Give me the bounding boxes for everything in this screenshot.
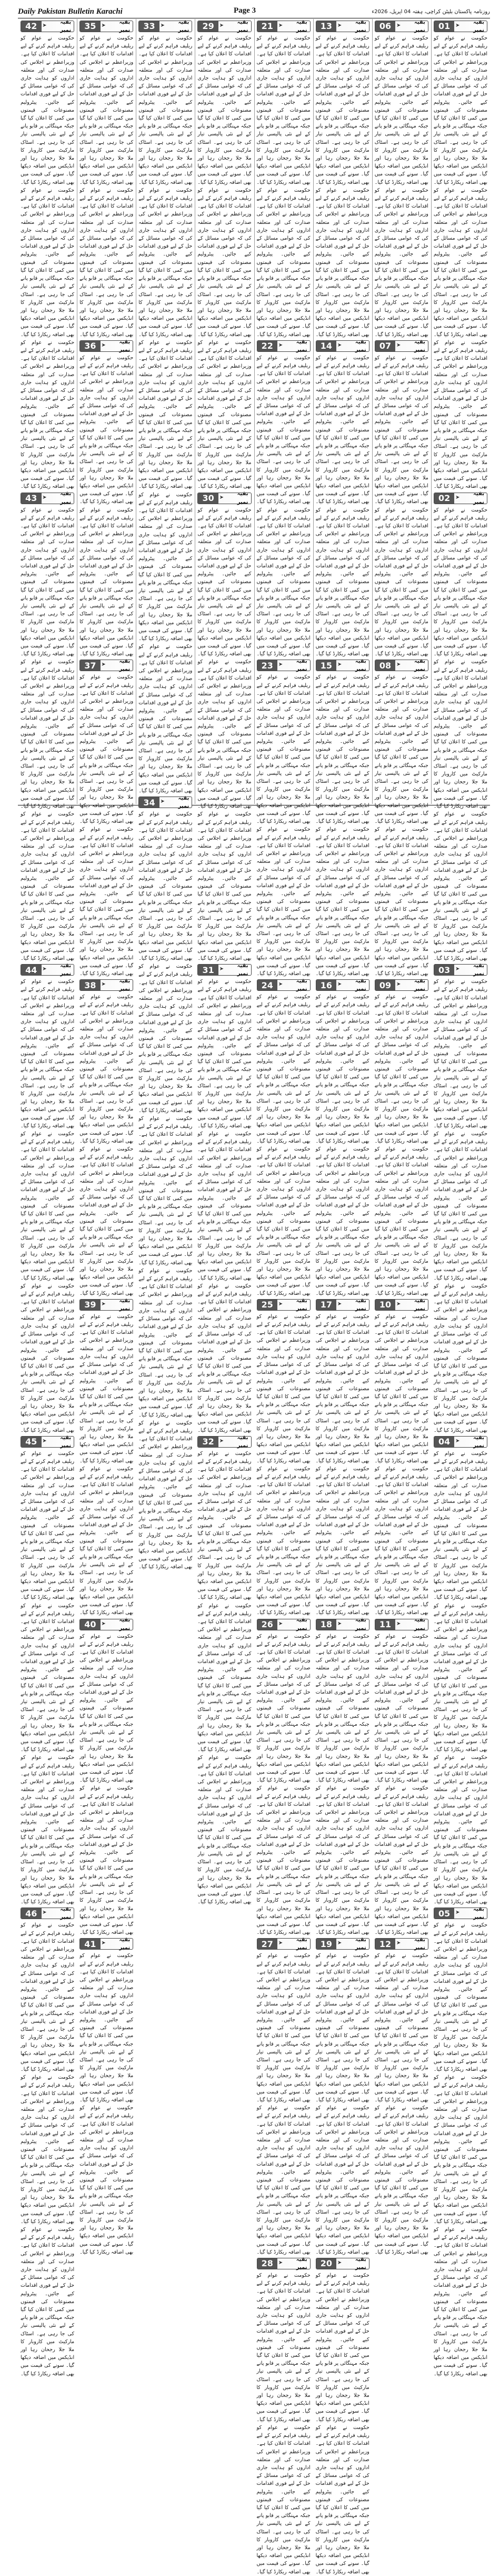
article-text: حکومت نے عوام کو ریلیف فراہم کرنے کے لیے اقدامات کا اعلان کیا ہے۔ وزیراعظم نے اجلاس کی صدارت کی اور متعلقہ اداروں کو ہدایت جاری کی کہ عوامی مسائل کے حل کے لیے فوری اقدامات کیے جائیں۔ پیٹرولیم مصنوعات کی قیمتوں میں کمی کا اعلان کیا گیا جبکہ مہنگائی پر قابو پانے کے لیے نئی پالیسی تیار کی جا رہی ہے۔ اسٹاک مارکیٹ میں کاروبار کا ملا جلا رجحان رہا اور انڈیکس میں اضافہ دیکھا گیا۔ سونے کی قیمت میں بھی اضافہ ریکارڈ کیا گیا۔ حکومت نے عوام کو ریلیف فراہم کرنے کے لیے اقدامات کا اعلان کیا ہے۔ وزیراعظم نے اجلاس کی صدارت کی اور متعلقہ اداروں کو ہدایت جاری کی کہ عوامی مسائل کے حل کے لیے فوری اقدامات کیے جائیں۔ پیٹرولیم مصنوعات کی قیمتوں میں کمی کا اعلان کیا گیا جبکہ مہنگائی پر قابو پانے کے لیے نئی پالیسی تیار کی جا رہی ہے۔ اسٹاک مارکیٹ میں کاروبار کا ملا جلا رجحان رہا اور انڈیکس میں اضافہ دیکھا گیا۔ سونے کی قیمت میں بھی اضافہ ریکارڈ کیا گیا۔ <box>374 1313 428 1616</box>
column-6 <box>137 19 193 1570</box>
continuation-badge <box>197 964 251 976</box>
article-text: حکومت نے عوام کو ریلیف فراہم کرنے کے لیے اقدامات کا اعلان کیا ہے۔ وزیراعظم نے اجلاس کی صدارت کی اور متعلقہ اداروں کو ہدایت جاری کی کہ عوامی مسائل کے حل کے لیے فوری اقدامات کیے جائیں۔ پیٹرولیم مصنوعات کی قیمتوں میں کمی کا اعلان کیا گیا جبکہ مہنگائی پر قابو پانے کے لیے نئی پالیسی تیار کی جا رہی ہے۔ اسٹاک مارکیٹ میں کاروبار کا ملا جلا رجحان رہا اور انڈیکس میں اضافہ دیکھا گیا۔ سونے کی قیمت میں بھی اضافہ ریکارڈ کیا گیا۔ حکومت نے عوام کو ریلیف فراہم کرنے کے لیے اقدامات کا اعلان کیا ہے۔ وزیراعظم نے اجلاس کی صدارت کی اور متعلقہ اداروں کو ہدایت جاری کی کہ عوامی مسائل کے حل کے لیے فوری اقدامات کیے جائیں۔ پیٹرولیم مصنوعات کی قیمتوں میں کمی کا اعلان کیا گیا جبکہ مہنگائی پر قابو پانے کے لیے نئی پالیسی تیار کی جا رہی ہے۔ اسٹاک مارکیٹ میں کاروبار کا ملا جلا رجحان رہا اور انڈیکس میں اضافہ دیکھا گیا۔ سونے کی قیمت میں بھی اضافہ ریکارڈ کیا گیا۔ <box>315 35 369 338</box>
continuation-label: بقیہ نمبر <box>473 19 484 33</box>
continuation-label: بقیہ نمبر <box>355 1937 366 1951</box>
article-text: حکومت نے عوام کو ریلیف فراہم کرنے کے لیے اقدامات کا اعلان کیا ہے۔ وزیراعظم نے اجلاس کی صدارت کی اور متعلقہ اداروں کو ہدایت جاری کی کہ عوامی مسائل کے حل کے لیے فوری اقدامات کیے جائیں۔ پیٹرولیم مصنوعات کی قیمتوں میں کمی کا اعلان کیا گیا جبکہ مہنگائی پر قابو پانے کے لیے نئی پالیسی تیار کی جا رہی ہے۔ اسٹاک مارکیٹ میں کاروبار کا ملا جلا رجحان رہا اور انڈیکس میں اضافہ دیکھا گیا۔ سونے کی قیمت میں بھی اضافہ ریکارڈ کیا گیا۔ حکومت نے عوام کو ریلیف فراہم کرنے کے لیے اقدامات کا اعلان کیا ہے۔ وزیراعظم نے اجلاس کی صدارت کی اور متعلقہ اداروں کو ہدایت جاری کی کہ عوامی مسائل کے حل کے لیے فوری اقدامات کیے جائیں۔ پیٹرولیم مصنوعات کی قیمتوں میں کمی کا اعلان کیا گیا جبکہ مہنگائی پر قابو پانے کے لیے نئی پالیسی تیار کی جا رہی ہے۔ اسٹاک مارکیٹ میں کاروبار کا ملا جلا رجحان رہا اور انڈیکس میں اضافہ دیکھا گیا۔ سونے کی قیمت میں بھی اضافہ ریکارڈ کیا گیا۔ <box>79 1953 134 2255</box>
continuation-number: 07 <box>375 341 396 351</box>
continuation-label: بقیہ نمبر <box>60 491 72 505</box>
continuation-badge <box>257 1938 311 1950</box>
continuation-badge <box>21 21 74 32</box>
continuation-badge <box>21 964 74 976</box>
continuation-label: بقیہ نمبر <box>414 1937 425 1951</box>
continuation-label: بقیہ نمبر <box>355 658 366 673</box>
continuation-number: 29 <box>198 21 218 32</box>
continuation-label: بقیہ نمبر <box>237 491 248 505</box>
article-text: حکومت نے عوام کو ریلیف فراہم کرنے کے لیے اقدامات کا اعلان کیا ہے۔ وزیراعظم نے اجلاس کی صدارت کی اور متعلقہ اداروں کو ہدایت جاری کی کہ عوامی مسائل کے حل کے لیے فوری اقدامات کیے جائیں۔ پیٹرولیم مصنوعات کی قیمتوں میں کمی کا اعلان کیا گیا جبکہ مہنگائی پر قابو پانے کے لیے نئی پالیسی تیار کی جا رہی ہے۔ اسٹاک مارکیٹ میں کاروبار کا ملا جلا رجحان رہا اور انڈیکس میں اضافہ دیکھا گیا۔ سونے کی قیمت میں بھی اضافہ ریکارڈ کیا گیا۔ حکومت نے عوام کو ریلیف فراہم کرنے کے لیے اقدامات کا اعلان کیا ہے۔ وزیراعظم نے اجلاس کی صدارت کی اور متعلقہ اداروں کو ہدایت جاری کی کہ عوامی مسائل کے حل کے لیے فوری اقدامات کیے جائیں۔ پیٹرولیم مصنوعات کی قیمتوں میں کمی کا اعلان کیا گیا جبکہ مہنگائی پر قابو پانے کے لیے نئی پالیسی تیار کی جا رہی ہے۔ اسٹاک مارکیٹ میں کاروبار کا ملا جلا رجحان رہا اور انڈیکس میں اضافہ دیکھا گیا۔ سونے کی قیمت میں بھی اضافہ ریکارڈ کیا گیا۔ حکومت نے عوام کو ریلیف فراہم کرنے کے لیے اقدامات کا اعلان کیا ہے۔ وزیراعظم نے اجلاس کی صدارت کی اور متعلقہ اداروں کو ہدایت جاری کی کہ عوامی مسائل کے حل کے لیے فوری اقدامات کیے جائیں۔ پیٹرولیم مصنوعات کی قیمتوں میں کمی کا اعلان کیا گیا جبکہ مہنگائی پر قابو پانے کے لیے نئی پالیسی تیار کی جا رہی ہے۔ اسٹاک مارکیٹ میں کاروبار کا ملا جلا رجحان رہا اور انڈیکس میں اضافہ دیکھا گیا۔ سونے کی قیمت میں بھی اضافہ ریکارڈ کیا گیا۔ حکومت نے عوام کو ریلیف فراہم کرنے کے لیے اقدامات کا اعلان کیا ہے۔ وزیراعظم نے اجلاس کی صدارت کی اور متعلقہ اداروں کو ہدایت جاری کی کہ عوامی مسائل کے حل کے لیے فوری اقدامات کیے جائیں۔ پیٹرولیم مصنوعات کی قیمتوں میں کمی کا اعلان کیا گیا جبکہ مہنگائی پر قابو پانے کے لیے نئی پالیسی تیار کی جا رہی ہے۔ اسٹاک مارکیٹ میں کاروبار کا ملا جلا رجحان رہا اور انڈیکس میں اضافہ دیکھا گیا۔ سونے کی قیمت میں بھی اضافہ ریکارڈ کیا گیا۔ حکومت نے عوام کو ریلیف فراہم کرنے کے لیے اقدامات کا اعلان کیا ہے۔ وزیراعظم نے اجلاس کی صدارت کی اور متعلقہ اداروں کو ہدایت جاری کی کہ عوامی مسائل کے حل کے لیے فوری اقدامات کیے جائیں۔ پیٹرولیم مصنوعات کی قیمتوں میں کمی کا اعلان کیا گیا جبکہ مہنگائی پر قابو پانے کے لیے نئی پالیسی تیار کی جا رہی ہے۔ اسٹاک مارکیٹ میں کاروبار کا ملا جلا رجحان رہا اور انڈیکس میں اضافہ دیکھا گیا۔ سونے کی قیمت میں بھی اضافہ ریکارڈ کیا گیا۔ <box>138 35 193 794</box>
continuation-badge <box>316 1299 369 1311</box>
article-text: حکومت نے عوام کو ریلیف فراہم کرنے کے لیے اقدامات کا اعلان کیا ہے۔ وزیراعظم نے اجلاس کی صدارت کی اور متعلقہ اداروں کو ہدایت جاری کی کہ عوامی مسائل کے حل کے لیے فوری اقدامات کیے جائیں۔ پیٹرولیم مصنوعات کی قیمتوں میں کمی کا اعلان کیا گیا جبکہ مہنگائی پر قابو پانے کے لیے نئی پالیسی تیار کی جا رہی ہے۔ اسٹاک مارکیٹ میں کاروبار کا ملا جلا رجحان رہا اور انڈیکس میں اضافہ دیکھا گیا۔ سونے کی قیمت میں بھی اضافہ ریکارڈ کیا گیا۔ حکومت نے عوام کو ریلیف فراہم کرنے کے لیے اقدامات کا اعلان کیا ہے۔ وزیراعظم نے اجلاس کی صدارت کی اور متعلقہ اداروں کو ہدایت جاری کی کہ عوامی مسائل کے حل کے لیے فوری اقدامات کیے جائیں۔ پیٹرولیم مصنوعات کی قیمتوں میں کمی کا اعلان کیا گیا جبکہ مہنگائی پر قابو پانے کے لیے نئی پالیسی تیار کی جا رہی ہے۔ اسٹاک مارکیٹ میں کاروبار کا ملا جلا رجحان رہا اور انڈیکس میں اضافہ دیکھا گیا۔ سونے کی قیمت میں بھی اضافہ ریکارڈ کیا گیا۔ <box>315 355 369 657</box>
continuation-label: بقیہ نمبر <box>414 19 425 33</box>
continuation-label: بقیہ نمبر <box>414 1297 425 1312</box>
column-2 <box>374 19 429 2255</box>
continuation-label: بقیہ نمبر <box>355 1297 366 1312</box>
continuation-number: 06 <box>375 21 396 32</box>
continuation-number: 41 <box>80 1939 101 1949</box>
continuation-number: 19 <box>316 1939 337 1949</box>
continuation-number: 45 <box>21 1437 42 1447</box>
continuation-number: 35 <box>80 21 101 32</box>
article-text: حکومت نے عوام کو ریلیف فراہم کرنے کے لیے اقدامات کا اعلان کیا ہے۔ وزیراعظم نے اجلاس کی صدارت کی اور متعلقہ اداروں کو ہدایت جاری کی کہ عوامی مسائل کے حل کے لیے فوری اقدامات کیے جائیں۔ پیٹرولیم مصنوعات کی قیمتوں میں کمی کا اعلان کیا گیا جبکہ مہنگائی پر قابو پانے کے لیے نئی پالیسی تیار کی جا رہی ہے۔ اسٹاک مارکیٹ میں کاروبار کا ملا جلا رجحان رہا اور انڈیکس میں اضافہ دیکھا گیا۔ سونے کی قیمت میں بھی اضافہ ریکارڈ کیا گیا۔ حکومت نے عوام کو ریلیف فراہم کرنے کے لیے اقدامات کا اعلان کیا ہے۔ وزیراعظم نے اجلاس کی صدارت کی اور متعلقہ اداروں کو ہدایت جاری کی کہ عوامی مسائل کے حل کے لیے فوری اقدامات کیے جائیں۔ پیٹرولیم مصنوعات کی قیمتوں میں کمی کا اعلان کیا گیا جبکہ مہنگائی پر قابو پانے کے لیے نئی پالیسی تیار کی جا رہی ہے۔ اسٹاک مارکیٹ میں کاروبار کا ملا جلا رجحان رہا اور انڈیکس میں اضافہ دیکھا گیا۔ سونے کی قیمت میں بھی اضافہ ریکارڈ کیا گیا۔ <box>79 1313 134 1616</box>
continuation-badge <box>375 1619 428 1630</box>
article-text: حکومت نے عوام کو ریلیف فراہم کرنے کے لیے اقدامات کا اعلان کیا ہے۔ وزیراعظم نے اجلاس کی صدارت کی اور متعلقہ اداروں کو ہدایت جاری کی کہ عوامی مسائل کے حل کے لیے فوری اقدامات کیے جائیں۔ پیٹرولیم مصنوعات کی قیمتوں میں کمی کا اعلان کیا گیا جبکہ مہنگائی پر قابو پانے کے لیے نئی پالیسی تیار کی جا رہی ہے۔ اسٹاک مارکیٹ میں کاروبار کا ملا جلا رجحان رہا اور انڈیکس میں اضافہ دیکھا گیا۔ سونے کی قیمت میں بھی اضافہ ریکارڈ کیا گیا۔ حکومت نے عوام کو ریلیف فراہم کرنے کے لیے اقدامات کا اعلان کیا ہے۔ وزیراعظم نے اجلاس کی صدارت کی اور متعلقہ اداروں کو ہدایت جاری کی کہ عوامی مسائل کے حل کے لیے فوری اقدامات کیے جائیں۔ پیٹرولیم مصنوعات کی قیمتوں میں کمی کا اعلان کیا گیا جبکہ مہنگائی پر قابو پانے کے لیے نئی پالیسی تیار کی جا رہی ہے۔ اسٹاک مارکیٹ میں کاروبار کا ملا جلا رجحان رہا اور انڈیکس میں اضافہ دیکھا گیا۔ سونے کی قیمت میں بھی اضافہ ریکارڈ کیا گیا۔ <box>315 674 369 977</box>
continuation-badge <box>257 21 311 32</box>
article-text: حکومت نے عوام کو ریلیف فراہم کرنے کے لیے اقدامات کا اعلان کیا ہے۔ وزیراعظم نے اجلاس کی صدارت کی اور متعلقہ اداروں کو ہدایت جاری کی کہ عوامی مسائل کے حل کے لیے فوری اقدامات کیے جائیں۔ پیٹرولیم مصنوعات کی قیمتوں میں کمی کا اعلان کیا گیا جبکہ مہنگائی پر قابو پانے کے لیے نئی پالیسی تیار کی جا رہی ہے۔ اسٹاک مارکیٹ میں کاروبار کا ملا جلا رجحان رہا اور انڈیکس میں اضافہ دیکھا گیا۔ سونے کی قیمت میں بھی اضافہ ریکارڈ کیا گیا۔ حکومت نے عوام کو ریلیف فراہم کرنے کے لیے اقدامات کا اعلان کیا ہے۔ وزیراعظم نے اجلاس کی صدارت کی اور متعلقہ اداروں کو ہدایت جاری کی کہ عوامی مسائل کے حل کے لیے فوری اقدامات کیے جائیں۔ پیٹرولیم مصنوعات کی قیمتوں میں کمی کا اعلان کیا گیا جبکہ مہنگائی پر قابو پانے کے لیے نئی پالیسی تیار کی جا رہی ہے۔ اسٹاک مارکیٹ میں کاروبار کا ملا جلا رجحان رہا اور انڈیکس میں اضافہ دیکھا گیا۔ سونے کی قیمت میں بھی اضافہ ریکارڈ کیا گیا۔ حکومت نے عوام کو ریلیف فراہم کرنے کے لیے اقدامات کا اعلان کیا ہے۔ وزیراعظم نے اجلاس کی صدارت کی اور متعلقہ اداروں کو ہدایت جاری کی کہ عوامی مسائل کے حل کے لیے فوری اقدامات کیے جائیں۔ پیٹرولیم مصنوعات کی قیمتوں میں کمی کا اعلان کیا گیا جبکہ مہنگائی پر قابو پانے کے لیے نئی پالیسی تیار کی جا رہی ہے۔ اسٹاک مارکیٹ میں کاروبار کا ملا جلا رجحان رہا اور انڈیکس میں اضافہ دیکھا گیا۔ سونے کی قیمت میں بھی اضافہ ریکارڈ کیا گیا۔ <box>433 35 487 490</box>
continuation-label: بقیہ نمبر <box>178 795 189 810</box>
continuation-badge <box>257 660 311 671</box>
continuation-label: بقیہ نمبر <box>296 1297 307 1312</box>
continuation-badge <box>79 1619 133 1630</box>
article-text: حکومت نے عوام کو ریلیف فراہم کرنے کے لیے اقدامات کا اعلان کیا ہے۔ وزیراعظم نے اجلاس کی صدارت کی اور متعلقہ اداروں کو ہدایت جاری کی کہ عوامی مسائل کے حل کے لیے فوری اقدامات کیے جائیں۔ پیٹرولیم مصنوعات کی قیمتوں میں کمی کا اعلان کیا گیا جبکہ مہنگائی پر قابو پانے کے لیے نئی پالیسی تیار کی جا رہی ہے۔ اسٹاک مارکیٹ میں کاروبار کا ملا جلا رجحان رہا اور انڈیکس میں اضافہ دیکھا گیا۔ سونے کی قیمت میں بھی اضافہ ریکارڈ کیا گیا۔ حکومت نے عوام کو ریلیف فراہم کرنے کے لیے اقدامات کا اعلان کیا ہے۔ وزیراعظم نے اجلاس کی صدارت کی اور متعلقہ اداروں کو ہدایت جاری کی کہ عوامی مسائل کے حل کے لیے فوری اقدامات کیے جائیں۔ پیٹرولیم مصنوعات کی قیمتوں میں کمی کا اعلان کیا گیا جبکہ مہنگائی پر قابو پانے کے لیے نئی پالیسی تیار کی جا رہی ہے۔ اسٹاک مارکیٹ میں کاروبار کا ملا جلا رجحان رہا اور انڈیکس میں اضافہ دیکھا گیا۔ سونے کی قیمت میں بھی اضافہ ریکارڈ کیا گیا۔ حکومت نے عوام کو ریلیف فراہم کرنے کے لیے اقدامات کا اعلان کیا ہے۔ وزیراعظم نے اجلاس کی صدارت کی اور متعلقہ اداروں کو ہدایت جاری کی کہ عوامی مسائل کے حل کے لیے فوری اقدامات کیے جائیں۔ پیٹرولیم مصنوعات کی قیمتوں میں کمی کا اعلان کیا گیا جبکہ مہنگائی پر قابو پانے کے لیے نئی پالیسی تیار کی جا رہی ہے۔ اسٹاک مارکیٹ میں کاروبار کا ملا جلا رجحان رہا اور انڈیکس میں اضافہ دیکھا گیا۔ سونے کی قیمت میں بھی اضافہ ریکارڈ کیا گیا۔ حکومت نے عوام کو ریلیف فراہم کرنے کے لیے اقدامات کا اعلان کیا ہے۔ وزیراعظم نے اجلاس کی صدارت کی اور متعلقہ اداروں کو ہدایت جاری کی کہ عوامی مسائل کے حل کے لیے فوری اقدامات کیے جائیں۔ پیٹرولیم مصنوعات کی قیمتوں میں کمی کا اعلان کیا گیا جبکہ مہنگائی پر قابو پانے کے لیے نئی پالیسی تیار کی جا رہی ہے۔ اسٹاک مارکیٹ میں کاروبار کا ملا جلا رجحان رہا اور انڈیکس میں اضافہ دیکھا گیا۔ سونے کی قیمت میں بھی اضافہ ریکارڈ کیا گیا۔ حکومت نے عوام کو ریلیف فراہم کرنے کے لیے اقدامات کا اعلان کیا ہے۔ وزیراعظم نے اجلاس کی صدارت کی اور متعلقہ اداروں کو ہدایت جاری کی کہ عوامی مسائل کے حل کے لیے فوری اقدامات کیے جائیں۔ پیٹرولیم مصنوعات کی قیمتوں میں کمی کا اعلان کیا گیا جبکہ مہنگائی پر قابو پانے کے لیے نئی پالیسی تیار کی جا رہی ہے۔ اسٹاک مارکیٹ میں کاروبار کا ملا جلا رجحان رہا اور انڈیکس میں اضافہ دیکھا گیا۔ سونے کی قیمت میں بھی اضافہ ریکارڈ کیا گیا۔ <box>138 811 193 1570</box>
continuation-label: بقیہ نمبر <box>414 339 425 353</box>
continuation-number: 16 <box>316 980 337 990</box>
article-text: حکومت نے عوام کو ریلیف فراہم کرنے کے لیے اقدامات کا اعلان کیا ہے۔ وزیراعظم نے اجلاس کی صدارت کی اور متعلقہ اداروں کو ہدایت جاری کی کہ عوامی مسائل کے حل کے لیے فوری اقدامات کیے جائیں۔ پیٹرولیم مصنوعات کی قیمتوں میں کمی کا اعلان کیا گیا جبکہ مہنگائی پر قابو پانے کے لیے نئی پالیسی تیار کی جا رہی ہے۔ اسٹاک مارکیٹ میں کاروبار کا ملا جلا رجحان رہا اور انڈیکس میں اضافہ دیکھا گیا۔ سونے کی قیمت میں بھی اضافہ ریکارڈ کیا گیا۔ حکومت نے عوام کو ریلیف فراہم کرنے کے لیے اقدامات کا اعلان کیا ہے۔ وزیراعظم نے اجلاس کی صدارت کی اور متعلقہ اداروں کو ہدایت جاری کی کہ عوامی مسائل کے حل کے لیے فوری اقدامات کیے جائیں۔ پیٹرولیم مصنوعات کی قیمتوں میں کمی کا اعلان کیا گیا جبکہ مہنگائی پر قابو پانے کے لیے نئی پالیسی تیار کی جا رہی ہے۔ اسٹاک مارکیٹ میں کاروبار کا ملا جلا رجحان رہا اور انڈیکس میں اضافہ دیکھا گیا۔ سونے کی قیمت میں بھی اضافہ ریکارڈ کیا گیا۔ حکومت نے عوام کو ریلیف فراہم کرنے کے لیے اقدامات کا اعلان کیا ہے۔ وزیراعظم نے اجلاس کی صدارت کی اور متعلقہ اداروں کو ہدایت جاری کی کہ عوامی مسائل کے حل کے لیے فوری اقدامات کیے جائیں۔ پیٹرولیم مصنوعات کی قیمتوں میں کمی کا اعلان کیا گیا جبکہ مہنگائی پر قابو پانے کے لیے نئی پالیسی تیار کی جا رہی ہے۔ اسٹاک مارکیٹ میں کاروبار کا ملا جلا رجحان رہا اور انڈیکس میں اضافہ دیکھا گیا۔ سونے کی قیمت میں بھی اضافہ ریکارڈ کیا گیا۔ <box>433 1922 487 2377</box>
continuation-badge <box>316 660 369 671</box>
continuation-number: 22 <box>257 341 278 351</box>
continuation-badge <box>21 1436 74 1448</box>
masthead-title-english: Daily Pakistan Bulletin Karachi <box>18 7 123 16</box>
continuation-badge <box>257 1299 311 1311</box>
continuation-badge <box>138 797 192 808</box>
continuation-badge <box>79 979 133 991</box>
article-text: حکومت نے عوام کو ریلیف فراہم کرنے کے لیے اقدامات کا اعلان کیا ہے۔ وزیراعظم نے اجلاس کی صدارت کی اور متعلقہ اداروں کو ہدایت جاری کی کہ عوامی مسائل کے حل کے لیے فوری اقدامات کیے جائیں۔ پیٹرولیم مصنوعات کی قیمتوں میں کمی کا اعلان کیا گیا جبکہ مہنگائی پر قابو پانے کے لیے نئی پالیسی تیار کی جا رہی ہے۔ اسٹاک مارکیٹ میں کاروبار کا ملا جلا رجحان رہا اور انڈیکس میں اضافہ دیکھا گیا۔ سونے کی قیمت میں بھی اضافہ ریکارڈ کیا گیا۔ حکومت نے عوام کو ریلیف فراہم کرنے کے لیے اقدامات کا اعلان کیا ہے۔ وزیراعظم نے اجلاس کی صدارت کی اور متعلقہ اداروں کو ہدایت جاری کی کہ عوامی مسائل کے حل کے لیے فوری اقدامات کیے جائیں۔ پیٹرولیم مصنوعات کی قیمتوں میں کمی کا اعلان کیا گیا جبکہ مہنگائی پر قابو پانے کے لیے نئی پالیسی تیار کی جا رہی ہے۔ اسٹاک مارکیٹ میں کاروبار کا ملا جلا رجحان رہا اور انڈیکس میں اضافہ دیکھا گیا۔ سونے کی قیمت میں بھی اضافہ ریکارڈ کیا گیا۔ حکومت نے عوام کو ریلیف فراہم کرنے کے لیے اقدامات کا اعلان کیا ہے۔ وزیراعظم نے اجلاس کی صدارت کی اور متعلقہ اداروں کو ہدایت جاری کی کہ عوامی مسائل کے حل کے لیے فوری اقدامات کیے جائیں۔ پیٹرولیم مصنوعات کی قیمتوں میں کمی کا اعلان کیا گیا جبکہ مہنگائی پر قابو پانے کے لیے نئی پالیسی تیار کی جا رہی ہے۔ اسٹاک مارکیٹ میں کاروبار کا ملا جلا رجحان رہا اور انڈیکس میں اضافہ دیکھا گیا۔ سونے کی قیمت میں بھی اضافہ ریکارڈ کیا گیا۔ <box>21 1450 75 1905</box>
continuation-label: بقیہ نمبر <box>119 658 131 673</box>
column-1 <box>433 19 488 2377</box>
continuation-number: 37 <box>80 660 101 671</box>
continuation-label: بقیہ نمبر <box>119 19 131 33</box>
article-text: حکومت نے عوام کو ریلیف فراہم کرنے کے لیے اقدامات کا اعلان کیا ہے۔ وزیراعظم نے اجلاس کی صدارت کی اور متعلقہ اداروں کو ہدایت جاری کی کہ عوامی مسائل کے حل کے لیے فوری اقدامات کیے جائیں۔ پیٹرولیم مصنوعات کی قیمتوں میں کمی کا اعلان کیا گیا جبکہ مہنگائی پر قابو پانے کے لیے نئی پالیسی تیار کی جا رہی ہے۔ اسٹاک مارکیٹ میں کاروبار کا ملا جلا رجحان رہا اور انڈیکس میں اضافہ دیکھا گیا۔ سونے کی قیمت میں بھی اضافہ ریکارڈ کیا گیا۔ حکومت نے عوام کو ریلیف فراہم کرنے کے لیے اقدامات کا اعلان کیا ہے۔ وزیراعظم نے اجلاس کی صدارت کی اور متعلقہ اداروں کو ہدایت جاری کی کہ عوامی مسائل کے حل کے لیے فوری اقدامات کیے جائیں۔ پیٹرولیم مصنوعات کی قیمتوں میں کمی کا اعلان کیا گیا جبکہ مہنگائی پر قابو پانے کے لیے نئی پالیسی تیار کی جا رہی ہے۔ اسٹاک مارکیٹ میں کاروبار کا ملا جلا رجحان رہا اور انڈیکس میں اضافہ دیکھا گیا۔ سونے کی قیمت میں بھی اضافہ ریکارڈ کیا گیا۔ <box>374 355 428 657</box>
continuation-number: 15 <box>316 660 337 671</box>
continuation-number: 11 <box>375 1619 396 1630</box>
article-text: حکومت نے عوام کو ریلیف فراہم کرنے کے لیے اقدامات کا اعلان کیا ہے۔ وزیراعظم نے اجلاس کی صدارت کی اور متعلقہ اداروں کو ہدایت جاری کی کہ عوامی مسائل کے حل کے لیے فوری اقدامات کیے جائیں۔ پیٹرولیم مصنوعات کی قیمتوں میں کمی کا اعلان کیا گیا جبکہ مہنگائی پر قابو پانے کے لیے نئی پالیسی تیار کی جا رہی ہے۔ اسٹاک مارکیٹ میں کاروبار کا ملا جلا رجحان رہا اور انڈیکس میں اضافہ دیکھا گیا۔ سونے کی قیمت میں بھی اضافہ ریکارڈ کیا گیا۔ حکومت نے عوام کو ریلیف فراہم کرنے کے لیے اقدامات کا اعلان کیا ہے۔ وزیراعظم نے اجلاس کی صدارت کی اور متعلقہ اداروں کو ہدایت جاری کی کہ عوامی مسائل کے حل کے لیے فوری اقدامات کیے جائیں۔ پیٹرولیم مصنوعات کی قیمتوں میں کمی کا اعلان کیا گیا جبکہ مہنگائی پر قابو پانے کے لیے نئی پالیسی تیار کی جا رہی ہے۔ اسٹاک مارکیٹ میں کاروبار کا ملا جلا رجحان رہا اور انڈیکس میں اضافہ دیکھا گیا۔ سونے کی قیمت میں بھی اضافہ ریکارڈ کیا گیا۔ حکومت نے عوام کو ریلیف فراہم کرنے کے لیے اقدامات کا اعلان کیا ہے۔ وزیراعظم نے اجلاس کی صدارت کی اور متعلقہ اداروں کو ہدایت جاری کی کہ عوامی مسائل کے حل کے لیے فوری اقدامات کیے جائیں۔ پیٹرولیم مصنوعات کی قیمتوں میں کمی کا اعلان کیا گیا جبکہ مہنگائی پر قابو پانے کے لیے نئی پالیسی تیار کی جا رہی ہے۔ اسٹاک مارکیٹ میں کاروبار کا ملا جلا رجحان رہا اور انڈیکس میں اضافہ دیکھا گیا۔ سونے کی قیمت میں بھی اضافہ ریکارڈ کیا گیا۔ <box>21 979 75 1433</box>
continuation-badge <box>197 1436 251 1448</box>
continuation-label: بقیہ نمبر <box>178 19 189 33</box>
continuation-label: بقیہ نمبر <box>414 658 425 673</box>
article-text: حکومت نے عوام کو ریلیف فراہم کرنے کے لیے اقدامات کا اعلان کیا ہے۔ وزیراعظم نے اجلاس کی صدارت کی اور متعلقہ اداروں کو ہدایت جاری کی کہ عوامی مسائل کے حل کے لیے فوری اقدامات کیے جائیں۔ پیٹرولیم مصنوعات کی قیمتوں میں کمی کا اعلان کیا گیا جبکہ مہنگائی پر قابو پانے کے لیے نئی پالیسی تیار کی جا رہی ہے۔ اسٹاک مارکیٹ میں کاروبار کا ملا جلا رجحان رہا اور انڈیکس میں اضافہ دیکھا گیا۔ سونے کی قیمت میں بھی اضافہ ریکارڈ کیا گیا۔ حکومت نے عوام کو ریلیف فراہم کرنے کے لیے اقدامات کا اعلان کیا ہے۔ وزیراعظم نے اجلاس کی صدارت کی اور متعلقہ اداروں کو ہدایت جاری کی کہ عوامی مسائل کے حل کے لیے فوری اقدامات کیے جائیں۔ پیٹرولیم مصنوعات کی قیمتوں میں کمی کا اعلان کیا گیا جبکہ مہنگائی پر قابو پانے کے لیے نئی پالیسی تیار کی جا رہی ہے۔ اسٹاک مارکیٹ میں کاروبار کا ملا جلا رجحان رہا اور انڈیکس میں اضافہ دیکھا گیا۔ سونے کی قیمت میں بھی اضافہ ریکارڈ کیا گیا۔ <box>374 1953 428 2255</box>
continuation-number: 14 <box>316 341 337 351</box>
continuation-badge <box>197 493 251 504</box>
article-text: حکومت نے عوام کو ریلیف فراہم کرنے کے لیے اقدامات کا اعلان کیا ہے۔ وزیراعظم نے اجلاس کی صدارت کی اور متعلقہ اداروں کو ہدایت جاری کی کہ عوامی مسائل کے حل کے لیے فوری اقدامات کیے جائیں۔ پیٹرولیم مصنوعات کی قیمتوں میں کمی کا اعلان کیا گیا جبکہ مہنگائی پر قابو پانے کے لیے نئی پالیسی تیار کی جا رہی ہے۔ اسٹاک مارکیٹ میں کاروبار کا ملا جلا رجحان رہا اور انڈیکس میں اضافہ دیکھا گیا۔ سونے کی قیمت میں بھی اضافہ ریکارڈ کیا گیا۔ حکومت نے عوام کو ریلیف فراہم کرنے کے لیے اقدامات کا اعلان کیا ہے۔ وزیراعظم نے اجلاس کی صدارت کی اور متعلقہ اداروں کو ہدایت جاری کی کہ عوامی مسائل کے حل کے لیے فوری اقدامات کیے جائیں۔ پیٹرولیم مصنوعات کی قیمتوں میں کمی کا اعلان کیا گیا جبکہ مہنگائی پر قابو پانے کے لیے نئی پالیسی تیار کی جا رہی ہے۔ اسٹاک مارکیٹ میں کاروبار کا ملا جلا رجحان رہا اور انڈیکس میں اضافہ دیکھا گیا۔ سونے کی قیمت میں بھی اضافہ ریکارڈ کیا گیا۔ حکومت نے عوام کو ریلیف فراہم کرنے کے لیے اقدامات کا اعلان کیا ہے۔ وزیراعظم نے اجلاس کی صدارت کی اور متعلقہ اداروں کو ہدایت جاری کی کہ عوامی مسائل کے حل کے لیے فوری اقدامات کیے جائیں۔ پیٹرولیم مصنوعات کی قیمتوں میں کمی کا اعلان کیا گیا جبکہ مہنگائی پر قابو پانے کے لیے نئی پالیسی تیار کی جا رہی ہے۔ اسٹاک مارکیٹ میں کاروبار کا ملا جلا رجحان رہا اور انڈیکس میں اضافہ دیکھا گیا۔ سونے کی قیمت میں بھی اضافہ ریکارڈ کیا گیا۔ <box>197 507 252 961</box>
continuation-badge <box>316 340 369 352</box>
article-text: حکومت نے عوام کو ریلیف فراہم کرنے کے لیے اقدامات کا اعلان کیا ہے۔ وزیراعظم نے اجلاس کی صدارت کی اور متعلقہ اداروں کو ہدایت جاری کی کہ عوامی مسائل کے حل کے لیے فوری اقدامات کیے جائیں۔ پیٹرولیم مصنوعات کی قیمتوں میں کمی کا اعلان کیا گیا جبکہ مہنگائی پر قابو پانے کے لیے نئی پالیسی تیار کی جا رہی ہے۔ اسٹاک مارکیٹ میں کاروبار کا ملا جلا رجحان رہا اور انڈیکس میں اضافہ دیکھا گیا۔ سونے کی قیمت میں بھی اضافہ ریکارڈ کیا گیا۔ حکومت نے عوام کو ریلیف فراہم کرنے کے لیے اقدامات کا اعلان کیا ہے۔ وزیراعظم نے اجلاس کی صدارت کی اور متعلقہ اداروں کو ہدایت جاری کی کہ عوامی مسائل کے حل کے لیے فوری اقدامات کیے جائیں۔ پیٹرولیم مصنوعات کی قیمتوں میں کمی کا اعلان کیا گیا جبکہ مہنگائی پر قابو پانے کے لیے نئی پالیسی تیار کی جا رہی ہے۔ اسٹاک مارکیٹ میں کاروبار کا ملا جلا رجحان رہا اور انڈیکس میں اضافہ دیکھا گیا۔ سونے کی قیمت میں بھی اضافہ ریکارڈ کیا گیا۔ <box>374 1633 428 1936</box>
continuation-number: 30 <box>198 493 218 504</box>
continuation-number: 39 <box>80 1300 101 1310</box>
article-text: حکومت نے عوام کو ریلیف فراہم کرنے کے لیے اقدامات کا اعلان کیا ہے۔ وزیراعظم نے اجلاس کی صدارت کی اور متعلقہ اداروں کو ہدایت جاری کی کہ عوامی مسائل کے حل کے لیے فوری اقدامات کیے جائیں۔ پیٹرولیم مصنوعات کی قیمتوں میں کمی کا اعلان کیا گیا جبکہ مہنگائی پر قابو پانے کے لیے نئی پالیسی تیار کی جا رہی ہے۔ اسٹاک مارکیٹ میں کاروبار کا ملا جلا رجحان رہا اور انڈیکس میں اضافہ دیکھا گیا۔ سونے کی قیمت میں بھی اضافہ ریکارڈ کیا گیا۔ حکومت نے عوام کو ریلیف فراہم کرنے کے لیے اقدامات کا اعلان کیا ہے۔ وزیراعظم نے اجلاس کی صدارت کی اور متعلقہ اداروں کو ہدایت جاری کی کہ عوامی مسائل کے حل کے لیے فوری اقدامات کیے جائیں۔ پیٹرولیم مصنوعات کی قیمتوں میں کمی کا اعلان کیا گیا جبکہ مہنگائی پر قابو پانے کے لیے نئی پالیسی تیار کی جا رہی ہے۔ اسٹاک مارکیٹ میں کاروبار کا ملا جلا رجحان رہا اور انڈیکس میں اضافہ دیکھا گیا۔ سونے کی قیمت میں بھی اضافہ ریکارڈ کیا گیا۔ <box>79 674 134 977</box>
continuation-label: بقیہ نمبر <box>473 1434 484 1449</box>
continuation-label: بقیہ نمبر <box>473 962 484 977</box>
continuation-label: بقیہ نمبر <box>60 962 72 977</box>
continuation-label: بقیہ نمبر <box>355 19 366 33</box>
continuation-label: بقیہ نمبر <box>355 339 366 353</box>
continuation-number: 10 <box>375 1300 396 1310</box>
article-text: حکومت نے عوام کو ریلیف فراہم کرنے کے لیے اقدامات کا اعلان کیا ہے۔ وزیراعظم نے اجلاس کی صدارت کی اور متعلقہ اداروں کو ہدایت جاری کی کہ عوامی مسائل کے حل کے لیے فوری اقدامات کیے جائیں۔ پیٹرولیم مصنوعات کی قیمتوں میں کمی کا اعلان کیا گیا جبکہ مہنگائی پر قابو پانے کے لیے نئی پالیسی تیار کی جا رہی ہے۔ اسٹاک مارکیٹ میں کاروبار کا ملا جلا رجحان رہا اور انڈیکس میں اضافہ دیکھا گیا۔ سونے کی قیمت میں بھی اضافہ ریکارڈ کیا گیا۔ حکومت نے عوام کو ریلیف فراہم کرنے کے لیے اقدامات کا اعلان کیا ہے۔ وزیراعظم نے اجلاس کی صدارت کی اور متعلقہ اداروں کو ہدایت جاری کی کہ عوامی مسائل کے حل کے لیے فوری اقدامات کیے جائیں۔ پیٹرولیم مصنوعات کی قیمتوں میں کمی کا اعلان کیا گیا جبکہ مہنگائی پر قابو پانے کے لیے نئی پالیسی تیار کی جا رہی ہے۔ اسٹاک مارکیٹ میں کاروبار کا ملا جلا رجحان رہا اور انڈیکس میں اضافہ دیکھا گیا۔ سونے کی قیمت میں بھی اضافہ ریکارڈ کیا گیا۔ حکومت نے عوام کو ریلیف فراہم کرنے کے لیے اقدامات کا اعلان کیا ہے۔ وزیراعظم نے اجلاس کی صدارت کی اور متعلقہ اداروں کو ہدایت جاری کی کہ عوامی مسائل کے حل کے لیے فوری اقدامات کیے جائیں۔ پیٹرولیم مصنوعات کی قیمتوں میں کمی کا اعلان کیا گیا جبکہ مہنگائی پر قابو پانے کے لیے نئی پالیسی تیار کی جا رہی ہے۔ اسٹاک مارکیٹ میں کاروبار کا ملا جلا رجحان رہا اور انڈیکس میں اضافہ دیکھا گیا۔ سونے کی قیمت میں بھی اضافہ ریکارڈ کیا گیا۔ <box>433 507 487 961</box>
continuation-number: 12 <box>375 1939 396 1949</box>
article-text: حکومت نے عوام کو ریلیف فراہم کرنے کے لیے اقدامات کا اعلان کیا ہے۔ وزیراعظم نے اجلاس کی صدارت کی اور متعلقہ اداروں کو ہدایت جاری کی کہ عوامی مسائل کے حل کے لیے فوری اقدامات کیے جائیں۔ پیٹرولیم مصنوعات کی قیمتوں میں کمی کا اعلان کیا گیا جبکہ مہنگائی پر قابو پانے کے لیے نئی پالیسی تیار کی جا رہی ہے۔ اسٹاک مارکیٹ میں کاروبار کا ملا جلا رجحان رہا اور انڈیکس میں اضافہ دیکھا گیا۔ سونے کی قیمت میں بھی اضافہ ریکارڈ کیا گیا۔ حکومت نے عوام کو ریلیف فراہم کرنے کے لیے اقدامات کا اعلان کیا ہے۔ وزیراعظم نے اجلاس کی صدارت کی اور متعلقہ اداروں کو ہدایت جاری کی کہ عوامی مسائل کے حل کے لیے فوری اقدامات کیے جائیں۔ پیٹرولیم مصنوعات کی قیمتوں میں کمی کا اعلان کیا گیا جبکہ مہنگائی پر قابو پانے کے لیے نئی پالیسی تیار کی جا رہی ہے۔ اسٹاک مارکیٹ میں کاروبار کا ملا جلا رجحان رہا اور انڈیکس میں اضافہ دیکھا گیا۔ سونے کی قیمت میں بھی اضافہ ریکارڈ کیا گیا۔ <box>256 355 311 657</box>
column-5 <box>196 19 252 1905</box>
masthead <box>18 5 490 18</box>
continuation-number: 27 <box>257 1939 278 1949</box>
continuation-label: بقیہ نمبر <box>119 1937 131 1951</box>
column-4 <box>256 19 312 2575</box>
continuation-label: بقیہ نمبر <box>414 1617 425 1631</box>
continuation-number: 18 <box>316 1619 337 1630</box>
continuation-label: بقیہ نمبر <box>296 658 307 673</box>
continuation-number: 43 <box>21 493 42 504</box>
continuation-number: 44 <box>21 965 42 975</box>
continuation-label: بقیہ نمبر <box>296 1617 307 1631</box>
continuation-badge <box>375 1299 428 1311</box>
continuation-label: بقیہ نمبر <box>119 1297 131 1312</box>
continuation-label: بقیہ نمبر <box>296 978 307 992</box>
article-text: حکومت نے عوام کو ریلیف فراہم کرنے کے لیے اقدامات کا اعلان کیا ہے۔ وزیراعظم نے اجلاس کی صدارت کی اور متعلقہ اداروں کو ہدایت جاری کی کہ عوامی مسائل کے حل کے لیے فوری اقدامات کیے جائیں۔ پیٹرولیم مصنوعات کی قیمتوں میں کمی کا اعلان کیا گیا جبکہ مہنگائی پر قابو پانے کے لیے نئی پالیسی تیار کی جا رہی ہے۔ اسٹاک مارکیٹ میں کاروبار کا ملا جلا رجحان رہا اور انڈیکس میں اضافہ دیکھا گیا۔ سونے کی قیمت میں بھی اضافہ ریکارڈ کیا گیا۔ حکومت نے عوام کو ریلیف فراہم کرنے کے لیے اقدامات کا اعلان کیا ہے۔ وزیراعظم نے اجلاس کی صدارت کی اور متعلقہ اداروں کو ہدایت جاری کی کہ عوامی مسائل کے حل کے لیے فوری اقدامات کیے جائیں۔ پیٹرولیم مصنوعات کی قیمتوں میں کمی کا اعلان کیا گیا جبکہ مہنگائی پر قابو پانے کے لیے نئی پالیسی تیار کی جا رہی ہے۔ اسٹاک مارکیٹ میں کاروبار کا ملا جلا رجحان رہا اور انڈیکس میں اضافہ دیکھا گیا۔ سونے کی قیمت میں بھی اضافہ ریکارڈ کیا گیا۔ حکومت نے عوام کو ریلیف فراہم کرنے کے لیے اقدامات کا اعلان کیا ہے۔ وزیراعظم نے اجلاس کی صدارت کی اور متعلقہ اداروں کو ہدایت جاری کی کہ عوامی مسائل کے حل کے لیے فوری اقدامات کیے جائیں۔ پیٹرولیم مصنوعات کی قیمتوں میں کمی کا اعلان کیا گیا جبکہ مہنگائی پر قابو پانے کے لیے نئی پالیسی تیار کی جا رہی ہے۔ اسٹاک مارکیٹ میں کاروبار کا ملا جلا رجحان رہا اور انڈیکس میں اضافہ دیکھا گیا۔ سونے کی قیمت میں بھی اضافہ ریکارڈ کیا گیا۔ <box>197 1450 252 1905</box>
continuation-label: بقیہ نمبر <box>296 1937 307 1951</box>
article-text: حکومت نے عوام کو ریلیف فراہم کرنے کے لیے اقدامات کا اعلان کیا ہے۔ وزیراعظم نے اجلاس کی صدارت کی اور متعلقہ اداروں کو ہدایت جاری کی کہ عوامی مسائل کے حل کے لیے فوری اقدامات کیے جائیں۔ پیٹرولیم مصنوعات کی قیمتوں میں کمی کا اعلان کیا گیا جبکہ مہنگائی پر قابو پانے کے لیے نئی پالیسی تیار کی جا رہی ہے۔ اسٹاک مارکیٹ میں کاروبار کا ملا جلا رجحان رہا اور انڈیکس میں اضافہ دیکھا گیا۔ سونے کی قیمت میں بھی اضافہ ریکارڈ کیا گیا۔ حکومت نے عوام کو ریلیف فراہم کرنے کے لیے اقدامات کا اعلان کیا ہے۔ وزیراعظم نے اجلاس کی صدارت کی اور متعلقہ اداروں کو ہدایت جاری کی کہ عوامی مسائل کے حل کے لیے فوری اقدامات کیے جائیں۔ پیٹرولیم مصنوعات کی قیمتوں میں کمی کا اعلان کیا گیا جبکہ مہنگائی پر قابو پانے کے لیے نئی پالیسی تیار کی جا رہی ہے۔ اسٹاک مارکیٹ میں کاروبار کا ملا جلا رجحان رہا اور انڈیکس میں اضافہ دیکھا گیا۔ سونے کی قیمت میں بھی اضافہ ریکارڈ کیا گیا۔ <box>256 994 311 1296</box>
continuation-number: 21 <box>257 21 278 32</box>
continuation-badge <box>316 2258 369 2269</box>
continuation-badge <box>257 1619 311 1630</box>
continuation-number: 05 <box>434 1908 455 1919</box>
continuation-badge <box>375 660 428 671</box>
continuation-badge <box>375 340 428 352</box>
continuation-label: بقیہ نمبر <box>473 1906 484 1921</box>
continuation-number: 01 <box>434 21 455 32</box>
article-text: حکومت نے عوام کو ریلیف فراہم کرنے کے لیے اقدامات کا اعلان کیا ہے۔ وزیراعظم نے اجلاس کی صدارت کی اور متعلقہ اداروں کو ہدایت جاری کی کہ عوامی مسائل کے حل کے لیے فوری اقدامات کیے جائیں۔ پیٹرولیم مصنوعات کی قیمتوں میں کمی کا اعلان کیا گیا جبکہ مہنگائی پر قابو پانے کے لیے نئی پالیسی تیار کی جا رہی ہے۔ اسٹاک مارکیٹ میں کاروبار کا ملا جلا رجحان رہا اور انڈیکس میں اضافہ دیکھا گیا۔ سونے کی قیمت میں بھی اضافہ ریکارڈ کیا گیا۔ حکومت نے عوام کو ریلیف فراہم کرنے کے لیے اقدامات کا اعلان کیا ہے۔ وزیراعظم نے اجلاس کی صدارت کی اور متعلقہ اداروں کو ہدایت جاری کی کہ عوامی مسائل کے حل کے لیے فوری اقدامات کیے جائیں۔ پیٹرولیم مصنوعات کی قیمتوں میں کمی کا اعلان کیا گیا جبکہ مہنگائی پر قابو پانے کے لیے نئی پالیسی تیار کی جا رہی ہے۔ اسٹاک مارکیٹ میں کاروبار کا ملا جلا رجحان رہا اور انڈیکس میں اضافہ دیکھا گیا۔ سونے کی قیمت میں بھی اضافہ ریکارڈ کیا گیا۔ حکومت نے عوام کو ریلیف فراہم کرنے کے لیے اقدامات کا اعلان کیا ہے۔ وزیراعظم نے اجلاس کی صدارت کی اور متعلقہ اداروں کو ہدایت جاری کی کہ عوامی مسائل کے حل کے لیے فوری اقدامات کیے جائیں۔ پیٹرولیم مصنوعات کی قیمتوں میں کمی کا اعلان کیا گیا جبکہ مہنگائی پر قابو پانے کے لیے نئی پالیسی تیار کی جا رہی ہے۔ اسٹاک مارکیٹ میں کاروبار کا ملا جلا رجحان رہا اور انڈیکس میں اضافہ دیکھا گیا۔ سونے کی قیمت میں بھی اضافہ ریکارڈ کیا گیا۔ <box>21 35 75 490</box>
continuation-label: بقیہ نمبر <box>296 19 307 33</box>
continuation-number: 33 <box>139 21 159 32</box>
article-text: حکومت نے عوام کو ریلیف فراہم کرنے کے لیے اقدامات کا اعلان کیا ہے۔ وزیراعظم نے اجلاس کی صدارت کی اور متعلقہ اداروں کو ہدایت جاری کی کہ عوامی مسائل کے حل کے لیے فوری اقدامات کیے جائیں۔ پیٹرولیم مصنوعات کی قیمتوں میں کمی کا اعلان کیا گیا جبکہ مہنگائی پر قابو پانے کے لیے نئی پالیسی تیار کی جا رہی ہے۔ اسٹاک مارکیٹ میں کاروبار کا ملا جلا رجحان رہا اور انڈیکس میں اضافہ دیکھا گیا۔ سونے کی قیمت میں بھی اضافہ ریکارڈ کیا گیا۔ حکومت نے عوام کو ریلیف فراہم کرنے کے لیے اقدامات کا اعلان کیا ہے۔ وزیراعظم نے اجلاس کی صدارت کی اور متعلقہ اداروں کو ہدایت جاری کی کہ عوامی مسائل کے حل کے لیے فوری اقدامات کیے جائیں۔ پیٹرولیم مصنوعات کی قیمتوں میں کمی کا اعلان کیا گیا جبکہ مہنگائی پر قابو پانے کے لیے نئی پالیسی تیار کی جا رہی ہے۔ اسٹاک مارکیٹ میں کاروبار کا ملا جلا رجحان رہا اور انڈیکس میں اضافہ دیکھا گیا۔ سونے کی قیمت میں بھی اضافہ ریکارڈ کیا گیا۔ حکومت نے عوام کو ریلیف فراہم کرنے کے لیے اقدامات کا اعلان کیا ہے۔ وزیراعظم نے اجلاس کی صدارت کی اور متعلقہ اداروں کو ہدایت جاری کی کہ عوامی مسائل کے حل کے لیے فوری اقدامات کیے جائیں۔ پیٹرولیم مصنوعات کی قیمتوں میں کمی کا اعلان کیا گیا جبکہ مہنگائی پر قابو پانے کے لیے نئی پالیسی تیار کی جا رہی ہے۔ اسٹاک مارکیٹ میں کاروبار کا ملا جلا رجحان رہا اور انڈیکس میں اضافہ دیکھا گیا۔ سونے کی قیمت میں بھی اضافہ ریکارڈ کیا گیا۔ <box>433 979 487 1433</box>
article-text: حکومت نے عوام کو ریلیف فراہم کرنے کے لیے اقدامات کا اعلان کیا ہے۔ وزیراعظم نے اجلاس کی صدارت کی اور متعلقہ اداروں کو ہدایت جاری کی کہ عوامی مسائل کے حل کے لیے فوری اقدامات کیے جائیں۔ پیٹرولیم مصنوعات کی قیمتوں میں کمی کا اعلان کیا گیا جبکہ مہنگائی پر قابو پانے کے لیے نئی پالیسی تیار کی جا رہی ہے۔ اسٹاک مارکیٹ میں کاروبار کا ملا جلا رجحان رہا اور انڈیکس میں اضافہ دیکھا گیا۔ سونے کی قیمت میں بھی اضافہ ریکارڈ کیا گیا۔ حکومت نے عوام کو ریلیف فراہم کرنے کے لیے اقدامات کا اعلان کیا ہے۔ وزیراعظم نے اجلاس کی صدارت کی اور متعلقہ اداروں کو ہدایت جاری کی کہ عوامی مسائل کے حل کے لیے فوری اقدامات کیے جائیں۔ پیٹرولیم مصنوعات کی قیمتوں میں کمی کا اعلان کیا گیا جبکہ مہنگائی پر قابو پانے کے لیے نئی پالیسی تیار کی جا رہی ہے۔ اسٹاک مارکیٹ میں کاروبار کا ملا جلا رجحان رہا اور انڈیکس میں اضافہ دیکھا گیا۔ سونے کی قیمت میں بھی اضافہ ریکارڈ کیا گیا۔ <box>256 674 311 977</box>
continuation-badge <box>257 2258 311 2269</box>
continuation-number: 23 <box>257 660 278 671</box>
article-text: حکومت نے عوام کو ریلیف فراہم کرنے کے لیے اقدامات کا اعلان کیا ہے۔ وزیراعظم نے اجلاس کی صدارت کی اور متعلقہ اداروں کو ہدایت جاری کی کہ عوامی مسائل کے حل کے لیے فوری اقدامات کیے جائیں۔ پیٹرولیم مصنوعات کی قیمتوں میں کمی کا اعلان کیا گیا جبکہ مہنگائی پر قابو پانے کے لیے نئی پالیسی تیار کی جا رہی ہے۔ اسٹاک مارکیٹ میں کاروبار کا ملا جلا رجحان رہا اور انڈیکس میں اضافہ دیکھا گیا۔ سونے کی قیمت میں بھی اضافہ ریکارڈ کیا گیا۔ حکومت نے عوام کو ریلیف فراہم کرنے کے لیے اقدامات کا اعلان کیا ہے۔ وزیراعظم نے اجلاس کی صدارت کی اور متعلقہ اداروں کو ہدایت جاری کی کہ عوامی مسائل کے حل کے لیے فوری اقدامات کیے جائیں۔ پیٹرولیم مصنوعات کی قیمتوں میں کمی کا اعلان کیا گیا جبکہ مہنگائی پر قابو پانے کے لیے نئی پالیسی تیار کی جا رہی ہے۔ اسٹاک مارکیٹ میں کاروبار کا ملا جلا رجحان رہا اور انڈیکس میں اضافہ دیکھا گیا۔ سونے کی قیمت میں بھی اضافہ ریکارڈ کیا گیا۔ حکومت نے عوام کو ریلیف فراہم کرنے کے لیے اقدامات کا اعلان کیا ہے۔ وزیراعظم نے اجلاس کی صدارت کی اور متعلقہ اداروں کو ہدایت جاری کی کہ عوامی مسائل کے حل کے لیے فوری اقدامات کیے جائیں۔ پیٹرولیم مصنوعات کی قیمتوں میں کمی کا اعلان کیا گیا جبکہ مہنگائی پر قابو پانے کے لیے نئی پالیسی تیار کی جا رہی ہے۔ اسٹاک مارکیٹ میں کاروبار کا ملا جلا رجحان رہا اور انڈیکس میں اضافہ دیکھا گیا۔ سونے کی قیمت میں بھی اضافہ ریکارڈ کیا گیا۔ <box>197 979 252 1433</box>
continuation-label: بقیہ نمبر <box>119 978 131 992</box>
continuation-label: بقیہ نمبر <box>237 962 248 977</box>
article-text: حکومت نے عوام کو ریلیف فراہم کرنے کے لیے اقدامات کا اعلان کیا ہے۔ وزیراعظم نے اجلاس کی صدارت کی اور متعلقہ اداروں کو ہدایت جاری کی کہ عوامی مسائل کے حل کے لیے فوری اقدامات کیے جائیں۔ پیٹرولیم مصنوعات کی قیمتوں میں کمی کا اعلان کیا گیا جبکہ مہنگائی پر قابو پانے کے لیے نئی پالیسی تیار کی جا رہی ہے۔ اسٹاک مارکیٹ میں کاروبار کا ملا جلا رجحان رہا اور انڈیکس میں اضافہ دیکھا گیا۔ سونے کی قیمت میں بھی اضافہ ریکارڈ کیا گیا۔ حکومت نے عوام کو ریلیف فراہم کرنے کے لیے اقدامات کا اعلان کیا ہے۔ وزیراعظم نے اجلاس کی صدارت کی اور متعلقہ اداروں کو ہدایت جاری کی کہ عوامی مسائل کے حل کے لیے فوری اقدامات کیے جائیں۔ پیٹرولیم مصنوعات کی قیمتوں میں کمی کا اعلان کیا گیا جبکہ مہنگائی پر قابو پانے کے لیے نئی پالیسی تیار کی جا رہی ہے۔ اسٹاک مارکیٹ میں کاروبار کا ملا جلا رجحان رہا اور انڈیکس میں اضافہ دیکھا گیا۔ سونے کی قیمت میں بھی اضافہ ریکارڈ کیا گیا۔ <box>374 35 428 338</box>
article-text: حکومت نے عوام کو ریلیف فراہم کرنے کے لیے اقدامات کا اعلان کیا ہے۔ وزیراعظم نے اجلاس کی صدارت کی اور متعلقہ اداروں کو ہدایت جاری کی کہ عوامی مسائل کے حل کے لیے فوری اقدامات کیے جائیں۔ پیٹرولیم مصنوعات کی قیمتوں میں کمی کا اعلان کیا گیا جبکہ مہنگائی پر قابو پانے کے لیے نئی پالیسی تیار کی جا رہی ہے۔ اسٹاک مارکیٹ میں کاروبار کا ملا جلا رجحان رہا اور انڈیکس میں اضافہ دیکھا گیا۔ سونے کی قیمت میں بھی اضافہ ریکارڈ کیا گیا۔ حکومت نے عوام کو ریلیف فراہم کرنے کے لیے اقدامات کا اعلان کیا ہے۔ وزیراعظم نے اجلاس کی صدارت کی اور متعلقہ اداروں کو ہدایت جاری کی کہ عوامی مسائل کے حل کے لیے فوری اقدامات کیے جائیں۔ پیٹرولیم مصنوعات کی قیمتوں میں کمی کا اعلان کیا گیا جبکہ مہنگائی پر قابو پانے کے لیے نئی پالیسی تیار کی جا رہی ہے۔ اسٹاک مارکیٹ میں کاروبار کا ملا جلا رجحان رہا اور انڈیکس میں اضافہ دیکھا گیا۔ سونے کی قیمت میں بھی اضافہ ریکارڈ کیا گیا۔ حکومت نے عوام کو ریلیف فراہم کرنے کے لیے اقدامات کا اعلان کیا ہے۔ وزیراعظم نے اجلاس کی صدارت کی اور متعلقہ اداروں کو ہدایت جاری کی کہ عوامی مسائل کے حل کے لیے فوری اقدامات کیے جائیں۔ پیٹرولیم مصنوعات کی قیمتوں میں کمی کا اعلان کیا گیا جبکہ مہنگائی پر قابو پانے کے لیے نئی پالیسی تیار کی جا رہی ہے۔ اسٹاک مارکیٹ میں کاروبار کا ملا جلا رجحان رہا اور انڈیکس میں اضافہ دیکھا گیا۔ سونے کی قیمت میں بھی اضافہ ریکارڈ کیا گیا۔ <box>433 1450 487 1905</box>
continuation-label: بقیہ نمبر <box>355 2256 366 2271</box>
column-divider <box>431 19 432 804</box>
continuation-number: 08 <box>375 660 396 671</box>
continuation-label: بقیہ نمبر <box>60 1434 72 1449</box>
continuation-number: 28 <box>257 2258 278 2269</box>
continuation-badge <box>79 1938 133 1950</box>
article-text: حکومت نے عوام کو ریلیف فراہم کرنے کے لیے اقدامات کا اعلان کیا ہے۔ وزیراعظم نے اجلاس کی صدارت کی اور متعلقہ اداروں کو ہدایت جاری کی کہ عوامی مسائل کے حل کے لیے فوری اقدامات کیے جائیں۔ پیٹرولیم مصنوعات کی قیمتوں میں کمی کا اعلان کیا گیا جبکہ مہنگائی پر قابو پانے کے لیے نئی پالیسی تیار کی جا رہی ہے۔ اسٹاک مارکیٹ میں کاروبار کا ملا جلا رجحان رہا اور انڈیکس میں اضافہ دیکھا گیا۔ سونے کی قیمت میں بھی اضافہ ریکارڈ کیا گیا۔ حکومت نے عوام کو ریلیف فراہم کرنے کے لیے اقدامات کا اعلان کیا ہے۔ وزیراعظم نے اجلاس کی صدارت کی اور متعلقہ اداروں کو ہدایت جاری کی کہ عوامی مسائل کے حل کے لیے فوری اقدامات کیے جائیں۔ پیٹرولیم مصنوعات کی قیمتوں میں کمی کا اعلان کیا گیا جبکہ مہنگائی پر قابو پانے کے لیے نئی پالیسی تیار کی جا رہی ہے۔ اسٹاک مارکیٹ میں کاروبار کا ملا جلا رجحان رہا اور انڈیکس میں اضافہ دیکھا گیا۔ سونے کی قیمت میں بھی اضافہ ریکارڈ کیا گیا۔ <box>315 1953 369 2255</box>
continuation-badge <box>434 493 487 504</box>
article-text: حکومت نے عوام کو ریلیف فراہم کرنے کے لیے اقدامات کا اعلان کیا ہے۔ وزیراعظم نے اجلاس کی صدارت کی اور متعلقہ اداروں کو ہدایت جاری کی کہ عوامی مسائل کے حل کے لیے فوری اقدامات کیے جائیں۔ پیٹرولیم مصنوعات کی قیمتوں میں کمی کا اعلان کیا گیا جبکہ مہنگائی پر قابو پانے کے لیے نئی پالیسی تیار کی جا رہی ہے۔ اسٹاک مارکیٹ میں کاروبار کا ملا جلا رجحان رہا اور انڈیکس میں اضافہ دیکھا گیا۔ سونے کی قیمت میں بھی اضافہ ریکارڈ کیا گیا۔ حکومت نے عوام کو ریلیف فراہم کرنے کے لیے اقدامات کا اعلان کیا ہے۔ وزیراعظم نے اجلاس کی صدارت کی اور متعلقہ اداروں کو ہدایت جاری کی کہ عوامی مسائل کے حل کے لیے فوری اقدامات کیے جائیں۔ پیٹرولیم مصنوعات کی قیمتوں میں کمی کا اعلان کیا گیا جبکہ مہنگائی پر قابو پانے کے لیے نئی پالیسی تیار کی جا رہی ہے۔ اسٹاک مارکیٹ میں کاروبار کا ملا جلا رجحان رہا اور انڈیکس میں اضافہ دیکھا گیا۔ سونے کی قیمت میں بھی اضافہ ریکارڈ کیا گیا۔ حکومت نے عوام کو ریلیف فراہم کرنے کے لیے اقدامات کا اعلان کیا ہے۔ وزیراعظم نے اجلاس کی صدارت کی اور متعلقہ اداروں کو ہدایت جاری کی کہ عوامی مسائل کے حل کے لیے فوری اقدامات کیے جائیں۔ پیٹرولیم مصنوعات کی قیمتوں میں کمی کا اعلان کیا گیا جبکہ مہنگائی پر قابو پانے کے لیے نئی پالیسی تیار کی جا رہی ہے۔ اسٹاک مارکیٹ میں کاروبار کا ملا جلا رجحان رہا اور انڈیکس میں اضافہ دیکھا گیا۔ سونے کی قیمت میں بھی اضافہ ریکارڈ کیا گیا۔ <box>21 1922 75 2377</box>
continuation-label: بقیہ نمبر <box>296 339 307 353</box>
continuation-badge <box>434 1436 487 1448</box>
continuation-badge <box>257 979 311 991</box>
continuation-badge <box>138 21 192 32</box>
continuation-number: 34 <box>139 797 159 808</box>
continuation-number: 42 <box>21 21 42 32</box>
continuation-badge <box>316 979 369 991</box>
continuation-number: 24 <box>257 980 278 990</box>
article-text: حکومت نے عوام کو ریلیف فراہم کرنے کے لیے اقدامات کا اعلان کیا ہے۔ وزیراعظم نے اجلاس کی صدارت کی اور متعلقہ اداروں کو ہدایت جاری کی کہ عوامی مسائل کے حل کے لیے فوری اقدامات کیے جائیں۔ پیٹرولیم مصنوعات کی قیمتوں میں کمی کا اعلان کیا گیا جبکہ مہنگائی پر قابو پانے کے لیے نئی پالیسی تیار کی جا رہی ہے۔ اسٹاک مارکیٹ میں کاروبار کا ملا جلا رجحان رہا اور انڈیکس میں اضافہ دیکھا گیا۔ سونے کی قیمت میں بھی اضافہ ریکارڈ کیا گیا۔ حکومت نے عوام کو ریلیف فراہم کرنے کے لیے اقدامات کا اعلان کیا ہے۔ وزیراعظم نے اجلاس کی صدارت کی اور متعلقہ اداروں کو ہدایت جاری کی کہ عوامی مسائل کے حل کے لیے فوری اقدامات کیے جائیں۔ پیٹرولیم مصنوعات کی قیمتوں میں کمی کا اعلان کیا گیا جبکہ مہنگائی پر قابو پانے کے لیے نئی پالیسی تیار کی جا رہی ہے۔ اسٹاک مارکیٹ میں کاروبار کا ملا جلا رجحان رہا اور انڈیکس میں اضافہ دیکھا گیا۔ سونے کی قیمت میں بھی اضافہ ریکارڈ کیا گیا۔ حکومت نے عوام کو ریلیف فراہم کرنے کے لیے اقدامات کا اعلان کیا ہے۔ وزیراعظم نے اجلاس کی صدارت کی اور متعلقہ اداروں کو ہدایت جاری کی کہ عوامی مسائل کے حل کے لیے فوری اقدامات کیے جائیں۔ پیٹرولیم مصنوعات کی قیمتوں میں کمی کا اعلان کیا گیا جبکہ مہنگائی پر قابو پانے کے لیے نئی پالیسی تیار کی جا رہی ہے۔ اسٹاک مارکیٹ میں کاروبار کا ملا جلا رجحان رہا اور انڈیکس میں اضافہ دیکھا گیا۔ سونے کی قیمت میں بھی اضافہ ریکارڈ کیا گیا۔ <box>21 507 75 961</box>
continuation-badge <box>257 340 311 352</box>
continuation-number: 03 <box>434 965 455 975</box>
article-text: حکومت نے عوام کو ریلیف فراہم کرنے کے لیے اقدامات کا اعلان کیا ہے۔ وزیراعظم نے اجلاس کی صدارت کی اور متعلقہ اداروں کو ہدایت جاری کی کہ عوامی مسائل کے حل کے لیے فوری اقدامات کیے جائیں۔ پیٹرولیم مصنوعات کی قیمتوں میں کمی کا اعلان کیا گیا جبکہ مہنگائی پر قابو پانے کے لیے نئی پالیسی تیار کی جا رہی ہے۔ اسٹاک مارکیٹ میں کاروبار کا ملا جلا رجحان رہا اور انڈیکس میں اضافہ دیکھا گیا۔ سونے کی قیمت میں بھی اضافہ ریکارڈ کیا گیا۔ حکومت نے عوام کو ریلیف فراہم کرنے کے لیے اقدامات کا اعلان کیا ہے۔ وزیراعظم نے اجلاس کی صدارت کی اور متعلقہ اداروں کو ہدایت جاری کی کہ عوامی مسائل کے حل کے لیے فوری اقدامات کیے جائیں۔ پیٹرولیم مصنوعات کی قیمتوں میں کمی کا اعلان کیا گیا جبکہ مہنگائی پر قابو پانے کے لیے نئی پالیسی تیار کی جا رہی ہے۔ اسٹاک مارکیٹ میں کاروبار کا ملا جلا رجحان رہا اور انڈیکس میں اضافہ دیکھا گیا۔ سونے کی قیمت میں بھی اضافہ ریکارڈ کیا گیا۔ <box>79 994 134 1296</box>
continuation-badge <box>434 1908 487 1919</box>
continuation-number: 25 <box>257 1300 278 1310</box>
article-text: حکومت نے عوام کو ریلیف فراہم کرنے کے لیے اقدامات کا اعلان کیا ہے۔ وزیراعظم نے اجلاس کی صدارت کی اور متعلقہ اداروں کو ہدایت جاری کی کہ عوامی مسائل کے حل کے لیے فوری اقدامات کیے جائیں۔ پیٹرولیم مصنوعات کی قیمتوں میں کمی کا اعلان کیا گیا جبکہ مہنگائی پر قابو پانے کے لیے نئی پالیسی تیار کی جا رہی ہے۔ اسٹاک مارکیٹ میں کاروبار کا ملا جلا رجحان رہا اور انڈیکس میں اضافہ دیکھا گیا۔ سونے کی قیمت میں بھی اضافہ ریکارڈ کیا گیا۔ حکومت نے عوام کو ریلیف فراہم کرنے کے لیے اقدامات کا اعلان کیا ہے۔ وزیراعظم نے اجلاس کی صدارت کی اور متعلقہ اداروں کو ہدایت جاری کی کہ عوامی مسائل کے حل کے لیے فوری اقدامات کیے جائیں۔ پیٹرولیم مصنوعات کی قیمتوں میں کمی کا اعلان کیا گیا جبکہ مہنگائی پر قابو پانے کے لیے نئی پالیسی تیار کی جا رہی ہے۔ اسٹاک مارکیٹ میں کاروبار کا ملا جلا رجحان رہا اور انڈیکس میں اضافہ دیکھا گیا۔ سونے کی قیمت میں بھی اضافہ ریکارڈ کیا گیا۔ <box>79 1633 134 1936</box>
article-text: حکومت نے عوام کو ریلیف فراہم کرنے کے لیے اقدامات کا اعلان کیا ہے۔ وزیراعظم نے اجلاس کی صدارت کی اور متعلقہ اداروں کو ہدایت جاری کی کہ عوامی مسائل کے حل کے لیے فوری اقدامات کیے جائیں۔ پیٹرولیم مصنوعات کی قیمتوں میں کمی کا اعلان کیا گیا جبکہ مہنگائی پر قابو پانے کے لیے نئی پالیسی تیار کی جا رہی ہے۔ اسٹاک مارکیٹ میں کاروبار کا ملا جلا رجحان رہا اور انڈیکس میں اضافہ دیکھا گیا۔ سونے کی قیمت میں بھی اضافہ ریکارڈ کیا گیا۔ حکومت نے عوام کو ریلیف فراہم کرنے کے لیے اقدامات کا اعلان کیا ہے۔ وزیراعظم نے اجلاس کی صدارت کی اور متعلقہ اداروں کو ہدایت جاری کی کہ عوامی مسائل کے حل کے لیے فوری اقدامات کیے جائیں۔ پیٹرولیم مصنوعات کی قیمتوں میں کمی کا اعلان کیا گیا جبکہ مہنگائی پر قابو پانے کے لیے نئی پالیسی تیار کی جا رہی ہے۔ اسٹاک مارکیٹ میں کاروبار کا ملا جلا رجحان رہا اور انڈیکس میں اضافہ دیکھا گیا۔ سونے کی قیمت میں بھی اضافہ ریکارڈ کیا گیا۔ <box>315 1313 369 1616</box>
article-text: حکومت نے عوام کو ریلیف فراہم کرنے کے لیے اقدامات کا اعلان کیا ہے۔ وزیراعظم نے اجلاس کی صدارت کی اور متعلقہ اداروں کو ہدایت جاری کی کہ عوامی مسائل کے حل کے لیے فوری اقدامات کیے جائیں۔ پیٹرولیم مصنوعات کی قیمتوں میں کمی کا اعلان کیا گیا جبکہ مہنگائی پر قابو پانے کے لیے نئی پالیسی تیار کی جا رہی ہے۔ اسٹاک مارکیٹ میں کاروبار کا ملا جلا رجحان رہا اور انڈیکس میں اضافہ دیکھا گیا۔ سونے کی قیمت میں بھی اضافہ ریکارڈ کیا گیا۔ حکومت نے عوام کو ریلیف فراہم کرنے کے لیے اقدامات کا اعلان کیا ہے۔ وزیراعظم نے اجلاس کی صدارت کی اور متعلقہ اداروں کو ہدایت جاری کی کہ عوامی مسائل کے حل کے لیے فوری اقدامات کیے جائیں۔ پیٹرولیم مصنوعات کی قیمتوں میں کمی کا اعلان کیا گیا جبکہ مہنگائی پر قابو پانے کے لیے نئی پالیسی تیار کی جا رہی ہے۔ اسٹاک مارکیٹ میں کاروبار کا ملا جلا رجحان رہا اور انڈیکس میں اضافہ دیکھا گیا۔ سونے کی قیمت میں بھی اضافہ ریکارڈ کیا گیا۔ <box>374 994 428 1296</box>
article-text: حکومت نے عوام کو ریلیف فراہم کرنے کے لیے اقدامات کا اعلان کیا ہے۔ وزیراعظم نے اجلاس کی صدارت کی اور متعلقہ اداروں کو ہدایت جاری کی کہ عوامی مسائل کے حل کے لیے فوری اقدامات کیے جائیں۔ پیٹرولیم مصنوعات کی قیمتوں میں کمی کا اعلان کیا گیا جبکہ مہنگائی پر قابو پانے کے لیے نئی پالیسی تیار کی جا رہی ہے۔ اسٹاک مارکیٹ میں کاروبار کا ملا جلا رجحان رہا اور انڈیکس میں اضافہ دیکھا گیا۔ سونے کی قیمت میں بھی اضافہ ریکارڈ کیا گیا۔ حکومت نے عوام کو ریلیف فراہم کرنے کے لیے اقدامات کا اعلان کیا ہے۔ وزیراعظم نے اجلاس کی صدارت کی اور متعلقہ اداروں کو ہدایت جاری کی کہ عوامی مسائل کے حل کے لیے فوری اقدامات کیے جائیں۔ پیٹرولیم مصنوعات کی قیمتوں میں کمی کا اعلان کیا گیا جبکہ مہنگائی پر قابو پانے کے لیے نئی پالیسی تیار کی جا رہی ہے۔ اسٹاک مارکیٹ میں کاروبار کا ملا جلا رجحان رہا اور انڈیکس میں اضافہ دیکھا گیا۔ سونے کی قیمت میں بھی اضافہ ریکارڈ کیا گیا۔ <box>256 2273 311 2575</box>
continuation-badge <box>434 21 487 32</box>
continuation-number: 04 <box>434 1437 455 1447</box>
article-text: حکومت نے عوام کو ریلیف فراہم کرنے کے لیے اقدامات کا اعلان کیا ہے۔ وزیراعظم نے اجلاس کی صدارت کی اور متعلقہ اداروں کو ہدایت جاری کی کہ عوامی مسائل کے حل کے لیے فوری اقدامات کیے جائیں۔ پیٹرولیم مصنوعات کی قیمتوں میں کمی کا اعلان کیا گیا جبکہ مہنگائی پر قابو پانے کے لیے نئی پالیسی تیار کی جا رہی ہے۔ اسٹاک مارکیٹ میں کاروبار کا ملا جلا رجحان رہا اور انڈیکس میں اضافہ دیکھا گیا۔ سونے کی قیمت میں بھی اضافہ ریکارڈ کیا گیا۔ حکومت نے عوام کو ریلیف فراہم کرنے کے لیے اقدامات کا اعلان کیا ہے۔ وزیراعظم نے اجلاس کی صدارت کی اور متعلقہ اداروں کو ہدایت جاری کی کہ عوامی مسائل کے حل کے لیے فوری اقدامات کیے جائیں۔ پیٹرولیم مصنوعات کی قیمتوں میں کمی کا اعلان کیا گیا جبکہ مہنگائی پر قابو پانے کے لیے نئی پالیسی تیار کی جا رہی ہے۔ اسٹاک مارکیٹ میں کاروبار کا ملا جلا رجحان رہا اور انڈیکس میں اضافہ دیکھا گیا۔ سونے کی قیمت میں بھی اضافہ ریکارڈ کیا گیا۔ حکومت نے عوام کو ریلیف فراہم کرنے کے لیے اقدامات کا اعلان کیا ہے۔ وزیراعظم نے اجلاس کی صدارت کی اور متعلقہ اداروں کو ہدایت جاری کی کہ عوامی مسائل کے حل کے لیے فوری اقدامات کیے جائیں۔ پیٹرولیم مصنوعات کی قیمتوں میں کمی کا اعلان کیا گیا جبکہ مہنگائی پر قابو پانے کے لیے نئی پالیسی تیار کی جا رہی ہے۔ اسٹاک مارکیٹ میں کاروبار کا ملا جلا رجحان رہا اور انڈیکس میں اضافہ دیکھا گیا۔ سونے کی قیمت میں بھی اضافہ ریکارڈ کیا گیا۔ <box>197 35 252 490</box>
page-number: Page 3 <box>234 6 256 15</box>
continuation-number: 36 <box>80 341 101 351</box>
continuation-number: 02 <box>434 493 455 504</box>
continuation-badge <box>316 1938 369 1950</box>
column-divider <box>313 19 314 804</box>
article-text: حکومت نے عوام کو ریلیف فراہم کرنے کے لیے اقدامات کا اعلان کیا ہے۔ وزیراعظم نے اجلاس کی صدارت کی اور متعلقہ اداروں کو ہدایت جاری کی کہ عوامی مسائل کے حل کے لیے فوری اقدامات کیے جائیں۔ پیٹرولیم مصنوعات کی قیمتوں میں کمی کا اعلان کیا گیا جبکہ مہنگائی پر قابو پانے کے لیے نئی پالیسی تیار کی جا رہی ہے۔ اسٹاک مارکیٹ میں کاروبار کا ملا جلا رجحان رہا اور انڈیکس میں اضافہ دیکھا گیا۔ سونے کی قیمت میں بھی اضافہ ریکارڈ کیا گیا۔ حکومت نے عوام کو ریلیف فراہم کرنے کے لیے اقدامات کا اعلان کیا ہے۔ وزیراعظم نے اجلاس کی صدارت کی اور متعلقہ اداروں کو ہدایت جاری کی کہ عوامی مسائل کے حل کے لیے فوری اقدامات کیے جائیں۔ پیٹرولیم مصنوعات کی قیمتوں میں کمی کا اعلان کیا گیا جبکہ مہنگائی پر قابو پانے کے لیے نئی پالیسی تیار کی جا رہی ہے۔ اسٹاک مارکیٹ میں کاروبار کا ملا جلا رجحان رہا اور انڈیکس میں اضافہ دیکھا گیا۔ سونے کی قیمت میں بھی اضافہ ریکارڈ کیا گیا۔ <box>315 994 369 1296</box>
continuation-badge <box>375 21 428 32</box>
continuation-badge <box>316 1619 369 1630</box>
continuation-label: بقیہ نمبر <box>237 19 248 33</box>
article-text: حکومت نے عوام کو ریلیف فراہم کرنے کے لیے اقدامات کا اعلان کیا ہے۔ وزیراعظم نے اجلاس کی صدارت کی اور متعلقہ اداروں کو ہدایت جاری کی کہ عوامی مسائل کے حل کے لیے فوری اقدامات کیے جائیں۔ پیٹرولیم مصنوعات کی قیمتوں میں کمی کا اعلان کیا گیا جبکہ مہنگائی پر قابو پانے کے لیے نئی پالیسی تیار کی جا رہی ہے۔ اسٹاک مارکیٹ میں کاروبار کا ملا جلا رجحان رہا اور انڈیکس میں اضافہ دیکھا گیا۔ سونے کی قیمت میں بھی اضافہ ریکارڈ کیا گیا۔ حکومت نے عوام کو ریلیف فراہم کرنے کے لیے اقدامات کا اعلان کیا ہے۔ وزیراعظم نے اجلاس کی صدارت کی اور متعلقہ اداروں کو ہدایت جاری کی کہ عوامی مسائل کے حل کے لیے فوری اقدامات کیے جائیں۔ پیٹرولیم مصنوعات کی قیمتوں میں کمی کا اعلان کیا گیا جبکہ مہنگائی پر قابو پانے کے لیے نئی پالیسی تیار کی جا رہی ہے۔ اسٹاک مارکیٹ میں کاروبار کا ملا جلا رجحان رہا اور انڈیکس میں اضافہ دیکھا گیا۔ سونے کی قیمت میں بھی اضافہ ریکارڈ کیا گیا۔ <box>315 2273 369 2575</box>
column-3 <box>315 19 371 2575</box>
continuation-label: بقیہ نمبر <box>296 2256 307 2271</box>
article-text: حکومت نے عوام کو ریلیف فراہم کرنے کے لیے اقدامات کا اعلان کیا ہے۔ وزیراعظم نے اجلاس کی صدارت کی اور متعلقہ اداروں کو ہدایت جاری کی کہ عوامی مسائل کے حل کے لیے فوری اقدامات کیے جائیں۔ پیٹرولیم مصنوعات کی قیمتوں میں کمی کا اعلان کیا گیا جبکہ مہنگائی پر قابو پانے کے لیے نئی پالیسی تیار کی جا رہی ہے۔ اسٹاک مارکیٹ میں کاروبار کا ملا جلا رجحان رہا اور انڈیکس میں اضافہ دیکھا گیا۔ سونے کی قیمت میں بھی اضافہ ریکارڈ کیا گیا۔ حکومت نے عوام کو ریلیف فراہم کرنے کے لیے اقدامات کا اعلان کیا ہے۔ وزیراعظم نے اجلاس کی صدارت کی اور متعلقہ اداروں کو ہدایت جاری کی کہ عوامی مسائل کے حل کے لیے فوری اقدامات کیے جائیں۔ پیٹرولیم مصنوعات کی قیمتوں میں کمی کا اعلان کیا گیا جبکہ مہنگائی پر قابو پانے کے لیے نئی پالیسی تیار کی جا رہی ہے۔ اسٹاک مارکیٹ میں کاروبار کا ملا جلا رجحان رہا اور انڈیکس میں اضافہ دیکھا گیا۔ سونے کی قیمت میں بھی اضافہ ریکارڈ کیا گیا۔ <box>256 1313 311 1616</box>
continuation-label: بقیہ نمبر <box>237 1434 248 1449</box>
continuation-number: 31 <box>198 965 218 975</box>
continuation-badge <box>375 979 428 991</box>
continuation-label: بقیہ نمبر <box>355 1617 366 1631</box>
continuation-badge <box>21 493 74 504</box>
article-text: حکومت نے عوام کو ریلیف فراہم کرنے کے لیے اقدامات کا اعلان کیا ہے۔ وزیراعظم نے اجلاس کی صدارت کی اور متعلقہ اداروں کو ہدایت جاری کی کہ عوامی مسائل کے حل کے لیے فوری اقدامات کیے جائیں۔ پیٹرولیم مصنوعات کی قیمتوں میں کمی کا اعلان کیا گیا جبکہ مہنگائی پر قابو پانے کے لیے نئی پالیسی تیار کی جا رہی ہے۔ اسٹاک مارکیٹ میں کاروبار کا ملا جلا رجحان رہا اور انڈیکس میں اضافہ دیکھا گیا۔ سونے کی قیمت میں بھی اضافہ ریکارڈ کیا گیا۔ حکومت نے عوام کو ریلیف فراہم کرنے کے لیے اقدامات کا اعلان کیا ہے۔ وزیراعظم نے اجلاس کی صدارت کی اور متعلقہ اداروں کو ہدایت جاری کی کہ عوامی مسائل کے حل کے لیے فوری اقدامات کیے جائیں۔ پیٹرولیم مصنوعات کی قیمتوں میں کمی کا اعلان کیا گیا جبکہ مہنگائی پر قابو پانے کے لیے نئی پالیسی تیار کی جا رہی ہے۔ اسٹاک مارکیٹ میں کاروبار کا ملا جلا رجحان رہا اور انڈیکس میں اضافہ دیکھا گیا۔ سونے کی قیمت میں بھی اضافہ ریکارڈ کیا گیا۔ <box>315 1633 369 1936</box>
continuation-badge <box>79 21 133 32</box>
continuation-label: بقیہ نمبر <box>355 978 366 992</box>
continuation-number: 32 <box>198 1437 218 1447</box>
continuation-label: بقیہ نمبر <box>414 978 425 992</box>
continuation-label: بقیہ نمبر <box>60 1906 72 1921</box>
article-text: حکومت نے عوام کو ریلیف فراہم کرنے کے لیے اقدامات کا اعلان کیا ہے۔ وزیراعظم نے اجلاس کی صدارت کی اور متعلقہ اداروں کو ہدایت جاری کی کہ عوامی مسائل کے حل کے لیے فوری اقدامات کیے جائیں۔ پیٹرولیم مصنوعات کی قیمتوں میں کمی کا اعلان کیا گیا جبکہ مہنگائی پر قابو پانے کے لیے نئی پالیسی تیار کی جا رہی ہے۔ اسٹاک مارکیٹ میں کاروبار کا ملا جلا رجحان رہا اور انڈیکس میں اضافہ دیکھا گیا۔ سونے کی قیمت میں بھی اضافہ ریکارڈ کیا گیا۔ حکومت نے عوام کو ریلیف فراہم کرنے کے لیے اقدامات کا اعلان کیا ہے۔ وزیراعظم نے اجلاس کی صدارت کی اور متعلقہ اداروں کو ہدایت جاری کی کہ عوامی مسائل کے حل کے لیے فوری اقدامات کیے جائیں۔ پیٹرولیم مصنوعات کی قیمتوں میں کمی کا اعلان کیا گیا جبکہ مہنگائی پر قابو پانے کے لیے نئی پالیسی تیار کی جا رہی ہے۔ اسٹاک مارکیٹ میں کاروبار کا ملا جلا رجحان رہا اور انڈیکس میں اضافہ دیکھا گیا۔ سونے کی قیمت میں بھی اضافہ ریکارڈ کیا گیا۔ <box>256 1953 311 2255</box>
column-divider <box>372 19 373 804</box>
article-text: حکومت نے عوام کو ریلیف فراہم کرنے کے لیے اقدامات کا اعلان کیا ہے۔ وزیراعظم نے اجلاس کی صدارت کی اور متعلقہ اداروں کو ہدایت جاری کی کہ عوامی مسائل کے حل کے لیے فوری اقدامات کیے جائیں۔ پیٹرولیم مصنوعات کی قیمتوں میں کمی کا اعلان کیا گیا جبکہ مہنگائی پر قابو پانے کے لیے نئی پالیسی تیار کی جا رہی ہے۔ اسٹاک مارکیٹ میں کاروبار کا ملا جلا رجحان رہا اور انڈیکس میں اضافہ دیکھا گیا۔ سونے کی قیمت میں بھی اضافہ ریکارڈ کیا گیا۔ حکومت نے عوام کو ریلیف فراہم کرنے کے لیے اقدامات کا اعلان کیا ہے۔ وزیراعظم نے اجلاس کی صدارت کی اور متعلقہ اداروں کو ہدایت جاری کی کہ عوامی مسائل کے حل کے لیے فوری اقدامات کیے جائیں۔ پیٹرولیم مصنوعات کی قیمتوں میں کمی کا اعلان کیا گیا جبکہ مہنگائی پر قابو پانے کے لیے نئی پالیسی تیار کی جا رہی ہے۔ اسٹاک مارکیٹ میں کاروبار کا ملا جلا رجحان رہا اور انڈیکس میں اضافہ دیکھا گیا۔ سونے کی قیمت میں بھی اضافہ ریکارڈ کیا گیا۔ <box>374 674 428 977</box>
continuation-number: 40 <box>80 1619 101 1630</box>
article-text: حکومت نے عوام کو ریلیف فراہم کرنے کے لیے اقدامات کا اعلان کیا ہے۔ وزیراعظم نے اجلاس کی صدارت کی اور متعلقہ اداروں کو ہدایت جاری کی کہ عوامی مسائل کے حل کے لیے فوری اقدامات کیے جائیں۔ پیٹرولیم مصنوعات کی قیمتوں میں کمی کا اعلان کیا گیا جبکہ مہنگائی پر قابو پانے کے لیے نئی پالیسی تیار کی جا رہی ہے۔ اسٹاک مارکیٹ میں کاروبار کا ملا جلا رجحان رہا اور انڈیکس میں اضافہ دیکھا گیا۔ سونے کی قیمت میں بھی اضافہ ریکارڈ کیا گیا۔ حکومت نے عوام کو ریلیف فراہم کرنے کے لیے اقدامات کا اعلان کیا ہے۔ وزیراعظم نے اجلاس کی صدارت کی اور متعلقہ اداروں کو ہدایت جاری کی کہ عوامی مسائل کے حل کے لیے فوری اقدامات کیے جائیں۔ پیٹرولیم مصنوعات کی قیمتوں میں کمی کا اعلان کیا گیا جبکہ مہنگائی پر قابو پانے کے لیے نئی پالیسی تیار کی جا رہی ہے۔ اسٹاک مارکیٹ میں کاروبار کا ملا جلا رجحان رہا اور انڈیکس میں اضافہ دیکھا گیا۔ سونے کی قیمت میں بھی اضافہ ریکارڈ کیا گیا۔ <box>256 1633 311 1936</box>
continuation-badge <box>375 1938 428 1950</box>
article-text: حکومت نے عوام کو ریلیف فراہم کرنے کے لیے اقدامات کا اعلان کیا ہے۔ وزیراعظم نے اجلاس کی صدارت کی اور متعلقہ اداروں کو ہدایت جاری کی کہ عوامی مسائل کے حل کے لیے فوری اقدامات کیے جائیں۔ پیٹرولیم مصنوعات کی قیمتوں میں کمی کا اعلان کیا گیا جبکہ مہنگائی پر قابو پانے کے لیے نئی پالیسی تیار کی جا رہی ہے۔ اسٹاک مارکیٹ میں کاروبار کا ملا جلا رجحان رہا اور انڈیکس میں اضافہ دیکھا گیا۔ سونے کی قیمت میں بھی اضافہ ریکارڈ کیا گیا۔ حکومت نے عوام کو ریلیف فراہم کرنے کے لیے اقدامات کا اعلان کیا ہے۔ وزیراعظم نے اجلاس کی صدارت کی اور متعلقہ اداروں کو ہدایت جاری کی کہ عوامی مسائل کے حل کے لیے فوری اقدامات کیے جائیں۔ پیٹرولیم مصنوعات کی قیمتوں میں کمی کا اعلان کیا گیا جبکہ مہنگائی پر قابو پانے کے لیے نئی پالیسی تیار کی جا رہی ہے۔ اسٹاک مارکیٹ میں کاروبار کا ملا جلا رجحان رہا اور انڈیکس میں اضافہ دیکھا گیا۔ سونے کی قیمت میں بھی اضافہ ریکارڈ کیا گیا۔ <box>79 35 134 338</box>
column-7 <box>78 19 134 2255</box>
continuation-label: بقیہ نمبر <box>60 19 72 33</box>
article-text: حکومت نے عوام کو ریلیف فراہم کرنے کے لیے اقدامات کا اعلان کیا ہے۔ وزیراعظم نے اجلاس کی صدارت کی اور متعلقہ اداروں کو ہدایت جاری کی کہ عوامی مسائل کے حل کے لیے فوری اقدامات کیے جائیں۔ پیٹرولیم مصنوعات کی قیمتوں میں کمی کا اعلان کیا گیا جبکہ مہنگائی پر قابو پانے کے لیے نئی پالیسی تیار کی جا رہی ہے۔ اسٹاک مارکیٹ میں کاروبار کا ملا جلا رجحان رہا اور انڈیکس میں اضافہ دیکھا گیا۔ سونے کی قیمت میں بھی اضافہ ریکارڈ کیا گیا۔ حکومت نے عوام کو ریلیف فراہم کرنے کے لیے اقدامات کا اعلان کیا ہے۔ وزیراعظم نے اجلاس کی صدارت کی اور متعلقہ اداروں کو ہدایت جاری کی کہ عوامی مسائل کے حل کے لیے فوری اقدامات کیے جائیں۔ پیٹرولیم مصنوعات کی قیمتوں میں کمی کا اعلان کیا گیا جبکہ مہنگائی پر قابو پانے کے لیے نئی پالیسی تیار کی جا رہی ہے۔ اسٹاک مارکیٹ میں کاروبار کا ملا جلا رجحان رہا اور انڈیکس میں اضافہ دیکھا گیا۔ سونے کی قیمت میں بھی اضافہ ریکارڈ کیا گیا۔ <box>79 355 134 657</box>
column-divider <box>254 19 255 804</box>
continuation-badge <box>79 660 133 671</box>
continuation-badge <box>79 340 133 352</box>
continuation-badge <box>197 21 251 32</box>
continuation-badge <box>316 21 369 32</box>
continuation-number: 26 <box>257 1619 278 1630</box>
continuation-badge <box>79 1299 133 1311</box>
article-text: حکومت نے عوام کو ریلیف فراہم کرنے کے لیے اقدامات کا اعلان کیا ہے۔ وزیراعظم نے اجلاس کی صدارت کی اور متعلقہ اداروں کو ہدایت جاری کی کہ عوامی مسائل کے حل کے لیے فوری اقدامات کیے جائیں۔ پیٹرولیم مصنوعات کی قیمتوں میں کمی کا اعلان کیا گیا جبکہ مہنگائی پر قابو پانے کے لیے نئی پالیسی تیار کی جا رہی ہے۔ اسٹاک مارکیٹ میں کاروبار کا ملا جلا رجحان رہا اور انڈیکس میں اضافہ دیکھا گیا۔ سونے کی قیمت میں بھی اضافہ ریکارڈ کیا گیا۔ حکومت نے عوام کو ریلیف فراہم کرنے کے لیے اقدامات کا اعلان کیا ہے۔ وزیراعظم نے اجلاس کی صدارت کی اور متعلقہ اداروں کو ہدایت جاری کی کہ عوامی مسائل کے حل کے لیے فوری اقدامات کیے جائیں۔ پیٹرولیم مصنوعات کی قیمتوں میں کمی کا اعلان کیا گیا جبکہ مہنگائی پر قابو پانے کے لیے نئی پالیسی تیار کی جا رہی ہے۔ اسٹاک مارکیٹ میں کاروبار کا ملا جلا رجحان رہا اور انڈیکس میں اضافہ دیکھا گیا۔ سونے کی قیمت میں بھی اضافہ ریکارڈ کیا گیا۔ <box>256 35 311 338</box>
continuation-number: 46 <box>21 1908 42 1919</box>
continuation-number: 09 <box>375 980 396 990</box>
continuation-label: بقیہ نمبر <box>473 491 484 505</box>
continuation-badge <box>434 964 487 976</box>
continuation-badge <box>21 1908 74 1919</box>
masthead-date-urdu: روزنامہ پاکستان بلیٹن کراچی، ہفتہ 04 اپریل، 2026ء <box>372 8 490 15</box>
continuation-label: بقیہ نمبر <box>119 339 131 353</box>
continuation-number: 17 <box>316 1300 337 1310</box>
continuation-number: 38 <box>80 980 101 990</box>
continuation-label: بقیہ نمبر <box>119 1617 131 1631</box>
continuation-number: 13 <box>316 21 337 32</box>
column-8 <box>19 19 75 2377</box>
continuation-number: 20 <box>316 2258 337 2269</box>
